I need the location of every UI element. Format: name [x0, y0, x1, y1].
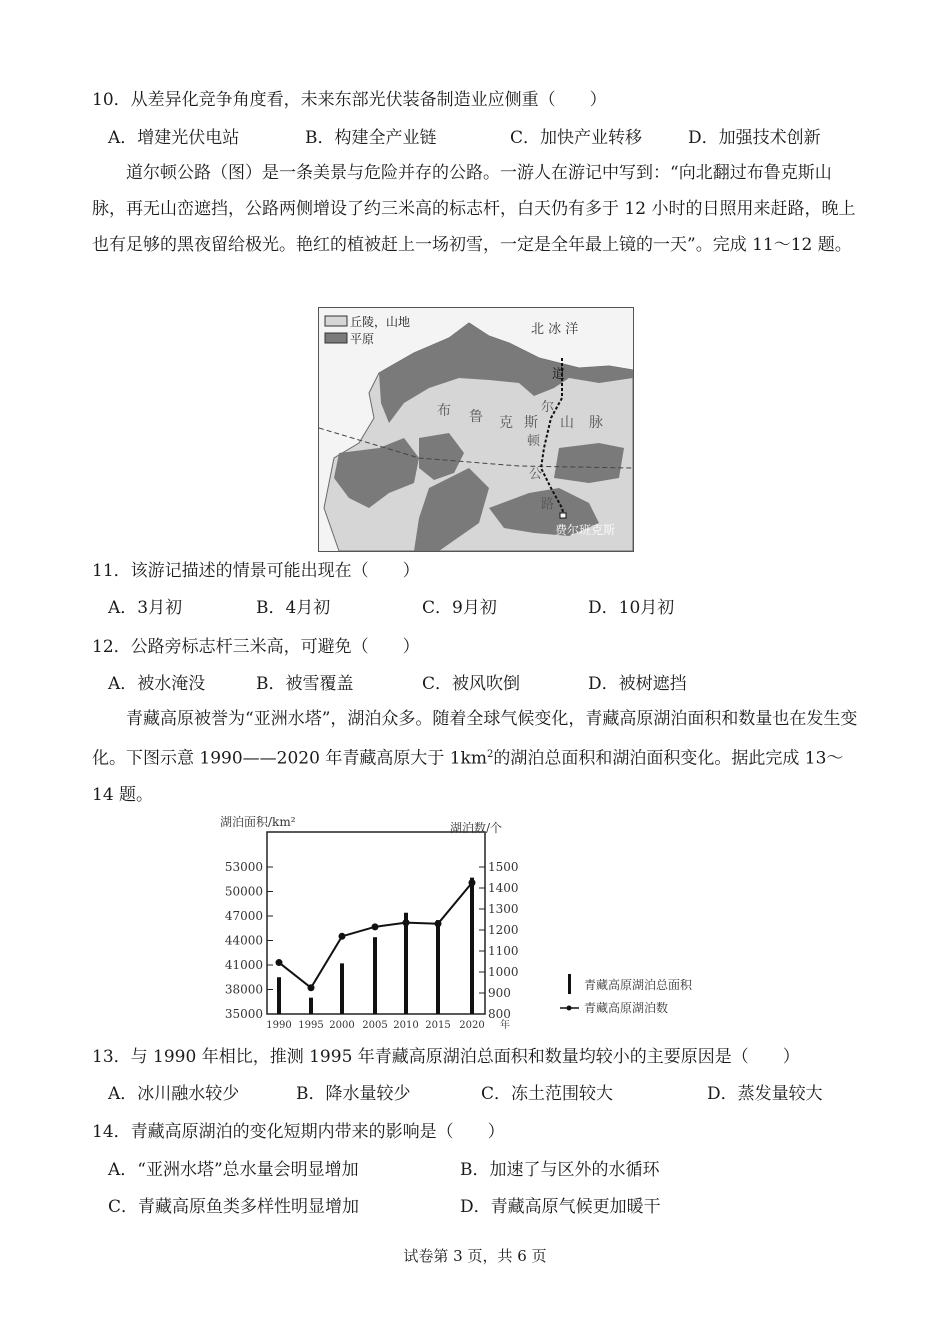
question-11 [92, 560, 420, 582]
q13-option-a[interactable]: A．冰川融水较少 [108, 1084, 240, 1104]
svg-text:41000: 41000 [224, 958, 263, 972]
svg-text:2020: 2020 [459, 1020, 485, 1031]
q11-option-a[interactable]: A．3月初 [108, 598, 183, 618]
q10-option-d[interactable]: D．加强技术创新 [688, 128, 821, 148]
label-road-1: 道 [552, 367, 566, 382]
q13-option-b[interactable]: B．降水量较少 [296, 1084, 411, 1104]
lake-chart [212, 812, 742, 1037]
map-dalton-highway [318, 307, 634, 552]
q14-option-b[interactable]: B．加速了与区外的水循环 [460, 1160, 660, 1180]
legend-bar-icon [568, 974, 571, 994]
question-number: 10． [92, 90, 131, 110]
question-number: 11． [92, 561, 131, 581]
legend-hills-label: 丘陵，山地 [350, 315, 411, 329]
svg-text:2000: 2000 [329, 1020, 355, 1031]
bar-1995 [309, 998, 313, 1014]
svg-text:2010: 2010 [393, 1020, 419, 1031]
svg-text:2015: 2015 [425, 1020, 451, 1031]
question-13 [92, 1046, 800, 1068]
svg-text:900: 900 [488, 986, 511, 1000]
legend-plain-label: 平原 [350, 332, 375, 346]
legend-bar-label: 青藏高原湖泊总面积 [584, 978, 693, 992]
svg-text:38000: 38000 [224, 982, 263, 997]
svg-text:47000: 47000 [224, 909, 263, 923]
svg-text:1100: 1100 [488, 944, 519, 958]
label-road-4: 公 [529, 467, 543, 482]
svg-text:年: 年 [500, 1020, 510, 1031]
passage-dalton-highway: 道尔顿公路（图）是一条美景与危险并存的公路。一游人在游记中写到：“向北翻过布鲁克斯山脉，再无山峦遮挡，公路两侧增设了约三米高的标志杆，白天仍有多于 12 小时的日照用来赶路，晚上也有足够的黑夜留给极光。艳红的植被赶上一场初雪，一定是全年最上镜的一天”。完成 11～12 题。 [92, 163, 856, 255]
question-stem: 公路旁标志杆三米高，可避免（ ） [130, 637, 420, 657]
question-stem: 与 1990 年相比，推测 1995 年青藏高原湖泊总面积和数量均较小的主要原因是（ ） [130, 1047, 800, 1067]
q13-option-c[interactable]: C．冻土范围较大 [481, 1084, 614, 1104]
label-brooks-1: 布 [437, 403, 451, 419]
label-road-2: 尔 [541, 400, 555, 415]
svg-text:1000: 1000 [488, 965, 519, 979]
svg-text:35000: 35000 [224, 1007, 263, 1021]
eastern-plain [554, 443, 624, 483]
question-stem: 青藏高原湖泊的变化短期内带来的影响是（ ） [130, 1122, 505, 1142]
label-arctic-ocean: 北 冰 洋 [531, 322, 579, 337]
label-brooks-3: 克 [499, 415, 513, 431]
question-stem: 从差异化竞争角度看，未来东部光伏装备制造业应侧重（ ） [130, 90, 607, 110]
label-brooks-4: 斯 [524, 415, 538, 431]
legend-line-label: 青藏高原湖泊数 [584, 1001, 669, 1015]
svg-text:1990: 1990 [266, 1020, 292, 1031]
label-road-5: 路 [541, 497, 555, 512]
q14-option-d[interactable]: D．青藏高原气候更加暖干 [460, 1197, 661, 1217]
bar-1990 [277, 977, 281, 1014]
svg-text:1200: 1200 [488, 923, 519, 937]
q11-option-b[interactable]: B．4月初 [256, 598, 331, 618]
label-range-mountain: 山 [560, 415, 574, 431]
bar-2015 [436, 920, 440, 1014]
label-fairbanks: 费尔班克斯 [555, 523, 616, 537]
label-brooks-2: 鲁 [469, 409, 483, 425]
q11-option-d[interactable]: D．10月初 [588, 598, 675, 618]
bar-2020 [470, 878, 474, 1014]
q13-option-d[interactable]: D．蒸发量较大 [707, 1084, 823, 1104]
q14-option-c[interactable]: C．青藏高原鱼类多样性明显增加 [108, 1197, 360, 1217]
svg-text:53000: 53000 [224, 860, 263, 874]
q10-option-a[interactable]: A．增建光伏电站 [108, 128, 240, 148]
question-number: 14． [92, 1122, 131, 1142]
passage-tibet-lakes [92, 701, 862, 813]
passage-text: 的湖泊总面积和湖泊面积变化。据此完成 13～14 题。 [92, 748, 844, 805]
q11-option-c[interactable]: C．9月初 [422, 598, 497, 618]
svg-text:1300: 1300 [488, 902, 519, 916]
bar-2005 [373, 937, 377, 1014]
svg-text:800: 800 [488, 1007, 511, 1021]
question-number: 13． [92, 1047, 131, 1067]
svg-text:1995: 1995 [298, 1020, 324, 1031]
question-12 [92, 636, 420, 658]
q10-option-c[interactable]: C．加快产业转移 [510, 128, 643, 148]
svg-text:50000: 50000 [224, 884, 263, 899]
bar-2000 [340, 963, 344, 1014]
y-right-label: 湖泊数/个 [450, 821, 503, 835]
svg-text:1400: 1400 [488, 881, 519, 895]
svg-text:44000: 44000 [224, 933, 263, 948]
y-left-label: 湖泊面积/km² [220, 815, 296, 829]
page-footer: 试卷第 3 页，共 6 页 [403, 1247, 547, 1265]
passage-text: 青藏高原被誉为“亚洲水塔”，湖泊众多。随着全球气候变化，青藏高原湖泊面积和数量也在发生变化。下图示意 1990——2020 年青藏高原大于 1km [92, 709, 858, 769]
fairbanks-marker [560, 513, 566, 518]
label-road-3: 顿 [527, 434, 541, 449]
q12-option-a[interactable]: A．被水淹没 [108, 674, 206, 694]
label-range-vein: 脉 [589, 415, 603, 431]
lake-chart-svg [212, 812, 742, 1037]
bar-2010 [404, 913, 408, 1014]
q12-option-d[interactable]: D．被树遮挡 [588, 674, 687, 694]
q12-option-c[interactable]: C．被风吹倒 [422, 674, 521, 694]
q14-option-a[interactable]: A．“亚洲水塔”总水量会明显增加 [108, 1160, 359, 1180]
question-10 [92, 89, 607, 111]
question-14 [92, 1121, 505, 1143]
question-number: 12． [92, 637, 131, 657]
q12-option-b[interactable]: B．被雪覆盖 [256, 674, 354, 694]
superscript: 2 [486, 749, 494, 760]
svg-text:2005: 2005 [362, 1020, 388, 1031]
svg-text:1500: 1500 [488, 860, 519, 874]
q10-option-b[interactable]: B．构建全产业链 [305, 128, 437, 148]
question-stem: 该游记描述的情景可能出现在（ ） [130, 561, 420, 581]
